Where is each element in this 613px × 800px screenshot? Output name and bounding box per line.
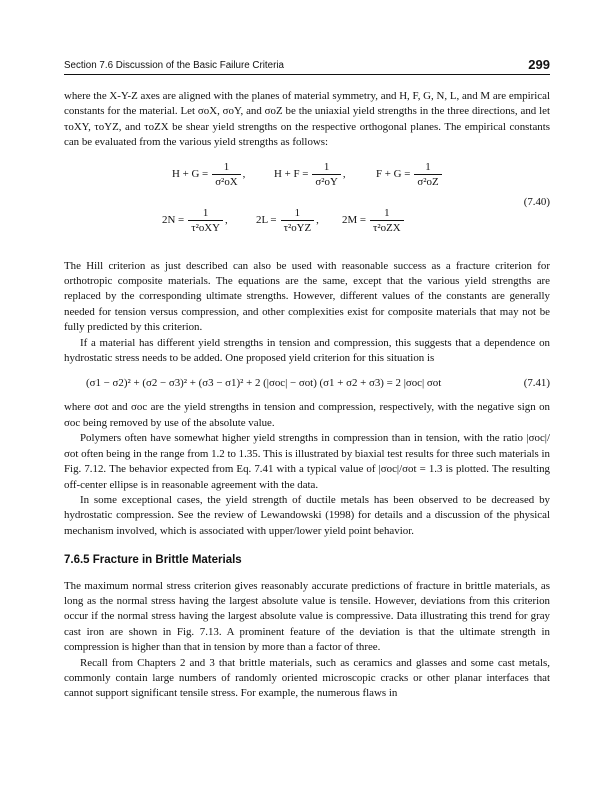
page-number: 299 (528, 57, 550, 72)
paragraph-8: Recall from Chapters 2 and 3 that brittle materials, such as ceramics and glasses and some cast metals, commonly contain large numbers of randomly oriented microscopic cracks or other planar interfaces that cannot support significant tensile stress. For example, the numerous flaws in (64, 656, 550, 700)
equation-7-41 (64, 370, 550, 396)
equation-number-7-41: (7.41) (523, 377, 550, 390)
section-title: Section 7.6 Discussion of the Basic Failure Criteria (64, 60, 284, 71)
paragraph-3: If a material has different yield strengths in tension and compression, this suggests that a dependence on hydrostatic stress needs to be added. One proposed yield criterion for this situation is (64, 336, 550, 365)
eq-2n: 2N = $\frac{1}{\text{τ²oXY}}$ , (162, 206, 228, 234)
eq-2m: 2M = $\frac{1}{\text{τ²oZX}}$ (342, 207, 406, 235)
paragraph-2: The Hill criterion as just described can also be used with reasonable success as a fracture criterion for orthotropic composite materials. The equations are the same, except that the various yield strengths are replaced by the corresponding ultimate strengths. However, different values of the constants are generally needed for tension versus compression, and other complexities exist for composite materials that may not be fully predicted by this criterion. (64, 259, 550, 334)
equation-7-40 (64, 155, 550, 253)
equation-number-7-40: (7.40) (523, 195, 550, 208)
section-heading-7-6-5: 7.6.5 Fracture in Brittle Materials (64, 554, 242, 567)
page-body (64, 89, 550, 702)
paragraph-4: where σot and σoc are the yield strengths in tension and compression, respectively, with the negative sign on σoc being removed by use of the absolute value. (64, 401, 550, 429)
paragraph-1: where the X-Y-Z axes are aligned with the planes of material symmetry, and H, F, G, N, L, and M are empirical constants for the material. Let σoX, σoY, and σoZ be the uniaxial yield strengths in the three directions, and let τoXY, τoYZ, and τoZX be shear yield strengths on the respective orthogonal planes. The empirical constants can be evaluated from the various yield strengths as follows: (64, 90, 550, 149)
eq-2l: 2L = $\frac{1}{\text{τ²oYZ}}$ , (256, 206, 319, 234)
paragraph-5: Polymers often have somewhat higher yield strengths in compression than in tension, with the ratio |σoc|/σot often being in the range from 1.2 to 1.35. This is illustrated by biaxial test results for three such materials in Fig. 7.12. The behavior expected from Eq. 7.41 with a typical value of |σoc|/σot = 1.3 is plotted. The resulting off-center ellipse is in reasonable agreement with the data. (64, 432, 550, 491)
eq-h-plus-f: H + F = $\frac{1}{\text{σ²oY}}$ , (274, 160, 346, 188)
equation-7-41-body: (σ1 − σ2)² + (σ2 − σ3)² + (σ3 − σ1)² + 2 (|σoc| − σot) (σ1 + σ2 + σ3) = 2 |σoc| σot (86, 377, 442, 390)
eq-h-plus-g: H + G = $\frac{1}{\text{σ²oX}}$ , (172, 160, 246, 188)
paragraph-6: In some exceptional cases, the yield strength of ductile metals has been observed to be decreased by hydrostatic compression. See the review of Lewandowski (1998) for details and a discussion of the physical mechanism involved, which is associated with upper/lower yield point behavior. (64, 493, 550, 537)
eq-f-plus-g: F + G = $\frac{1}{\text{σ²oZ}}$ (376, 161, 444, 189)
paragraph-7: The maximum normal stress criterion gives reasonably accurate predictions of fracture in brittle materials, as long as the normal stress having the largest absolute value is tensile. However, deviations from this criterion occur if the normal stress having the largest absolute value is compressive. Data illustrating this trend for gray cast iron are shown in Fig. 7.13. A prominent feature of the deviation is that the ultimate strength in compression is higher than that in tension by more than a factor of three. (64, 579, 550, 654)
running-header (64, 57, 550, 75)
